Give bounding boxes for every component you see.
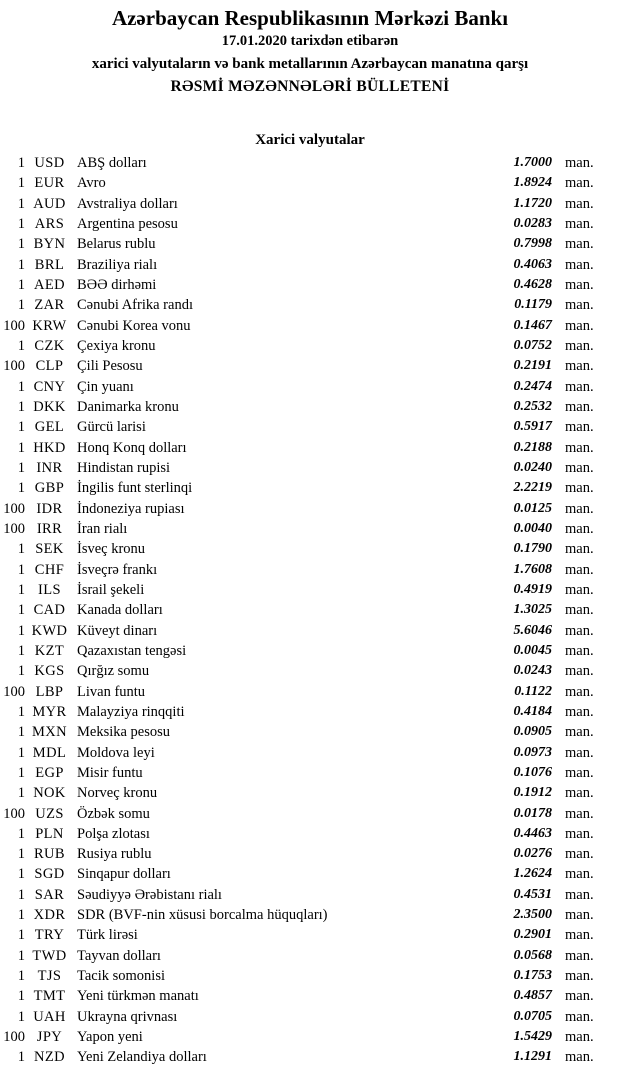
unit-label: man. [565, 825, 594, 842]
rate-row [0, 986, 620, 1006]
currency-code: NZD [33, 1049, 65, 1066]
currency-name: İran rialı [77, 520, 128, 537]
unit-label: man. [565, 480, 594, 497]
rate-row [0, 783, 620, 803]
unit-label: man. [565, 1029, 594, 1046]
nominal-value: 100 [3, 358, 25, 375]
rate-row [0, 885, 620, 905]
currency-name: Qazaxıstan tengəsi [77, 642, 187, 659]
rate-row [0, 743, 620, 763]
currency-name: Türk lirəsi [77, 927, 138, 944]
currency-name: Küveyt dinarı [77, 622, 158, 639]
currency-name: İsveçrə frankı [77, 561, 158, 578]
currency-code: AED [33, 276, 65, 293]
currency-code: NOK [33, 785, 66, 802]
nominal-value: 1 [17, 866, 25, 883]
unit-label: man. [565, 378, 594, 395]
currency-name: Yapon yeni [77, 1029, 143, 1046]
nominal-value: 1 [17, 825, 25, 842]
unit-label: man. [565, 1008, 594, 1025]
rate-value: 0.0973 [513, 744, 552, 760]
subject-line: xarici valyutaların və bank metallarının Azərbaycan manatına qarşı [91, 56, 529, 72]
rate-row [0, 377, 620, 397]
unit-label: man. [565, 602, 594, 619]
rate-value: 1.7000 [513, 155, 552, 170]
rate-value: 0.4184 [513, 703, 552, 719]
rate-row [0, 1007, 620, 1027]
currency-name: Tayvan dolları [77, 947, 161, 964]
rate-row [0, 844, 620, 864]
nominal-value: 1 [17, 480, 25, 497]
rate-value: 2.3500 [513, 907, 552, 923]
nominal-value: 100 [3, 683, 25, 700]
rate-value: 0.0752 [513, 337, 552, 353]
rate-value: 0.0125 [513, 500, 552, 516]
currency-name: ABŞ dolları [77, 155, 147, 171]
nominal-value: 1 [17, 968, 25, 985]
currency-name: Braziliya rialı [77, 256, 158, 273]
rate-row [0, 316, 620, 336]
rate-row [0, 356, 620, 376]
nominal-value: 100 [3, 1029, 25, 1046]
currency-name: Qırğız somu [77, 663, 150, 680]
unit-label: man. [565, 968, 594, 985]
currency-code: BRL [34, 256, 65, 273]
currency-code: CZK [34, 337, 65, 354]
currency-code: GEL [34, 419, 65, 436]
currency-code: ARS [34, 215, 65, 232]
currency-name: Livan funtu [77, 683, 146, 700]
unit-label: man. [565, 337, 594, 354]
rate-row [0, 336, 620, 356]
rate-row [0, 234, 620, 254]
currency-code: CLP [35, 358, 64, 375]
rate-row [0, 438, 620, 458]
currency-name: Polşa zlotası [77, 825, 150, 842]
unit-label: man. [565, 459, 594, 476]
rate-row [0, 824, 620, 844]
nominal-value: 1 [17, 602, 25, 619]
rate-value: 0.0705 [513, 1008, 552, 1024]
nominal-value: 1 [17, 947, 25, 964]
currency-name: Meksika pesosu [77, 724, 171, 741]
rate-row [0, 580, 620, 600]
nominal-value: 1 [17, 642, 25, 659]
nominal-value: 1 [17, 398, 25, 415]
rate-value: 0.1179 [514, 297, 552, 313]
unit-label: man. [565, 622, 594, 639]
rate-value: 0.2474 [513, 378, 552, 394]
unit-label: man. [565, 846, 594, 863]
nominal-value: 1 [17, 663, 25, 680]
rate-row [0, 560, 620, 580]
rate-value: 0.2901 [513, 927, 552, 943]
currency-code: EUR [34, 175, 65, 192]
currency-name: İsrail şekeli [77, 581, 145, 598]
nominal-value: 1 [17, 785, 25, 802]
rate-value: 0.4857 [513, 988, 552, 1004]
currency-name: Avro [77, 175, 106, 192]
nominal-value: 1 [17, 886, 25, 903]
unit-label: man. [565, 541, 594, 558]
currency-name: Çin yuanı [77, 378, 134, 395]
rate-row [0, 295, 620, 315]
currency-code: CNY [33, 378, 66, 395]
rate-value: 0.0240 [513, 459, 552, 475]
unit-label: man. [565, 764, 594, 781]
rate-value: 0.1122 [514, 683, 552, 699]
nominal-value: 1 [17, 175, 25, 192]
currency-name: Özbək somu [77, 805, 150, 822]
nominal-value: 1 [17, 276, 25, 293]
rate-row [0, 173, 620, 193]
rate-row [0, 925, 620, 945]
rate-row [0, 275, 620, 295]
rate-value: 0.1753 [513, 968, 552, 984]
nominal-value: 1 [17, 439, 25, 456]
currency-code: KZT [34, 642, 65, 659]
currency-code: AUD [33, 195, 66, 212]
currency-code: UAH [33, 1008, 66, 1025]
unit-label: man. [565, 642, 594, 659]
rate-row [0, 153, 620, 173]
nominal-value: 1 [17, 1049, 25, 1066]
currency-code: SEK [35, 541, 64, 558]
currency-name: Sinqapur dolları [77, 866, 171, 883]
nominal-value: 1 [17, 459, 25, 476]
rate-row [0, 905, 620, 925]
currency-name: Argentina pesosu [77, 215, 178, 232]
currency-name: Rusiya rublu [77, 846, 152, 863]
rate-value: 0.0283 [513, 215, 552, 231]
rate-value: 0.7998 [513, 236, 552, 252]
rate-value: 0.1467 [513, 317, 552, 333]
nominal-value: 1 [17, 744, 25, 761]
currency-code: GBP [34, 480, 65, 497]
currency-name: SDR (BVF-nin xüsusi borcalma hüquqları) [77, 907, 328, 924]
currency-name: Ukrayna qrivnası [77, 1008, 178, 1025]
nominal-value: 1 [17, 256, 25, 273]
rate-row [0, 397, 620, 417]
unit-label: man. [565, 276, 594, 293]
currency-code: IDR [36, 500, 63, 517]
rate-value: 1.3025 [513, 602, 552, 618]
rate-value: 0.0243 [513, 663, 552, 679]
unit-label: man. [565, 500, 594, 517]
unit-label: man. [565, 1049, 594, 1066]
rate-row [0, 194, 620, 214]
rate-value: 0.0045 [513, 642, 552, 658]
currency-name: Belarus rublu [77, 236, 156, 253]
nominal-value: 1 [17, 297, 25, 314]
rate-row [0, 864, 620, 884]
currency-code: SGD [34, 866, 65, 883]
currency-name: BƏƏ dirhəmi [77, 276, 157, 293]
unit-label: man. [565, 317, 594, 334]
currency-code: TJS [37, 968, 62, 985]
nominal-value: 1 [17, 541, 25, 558]
currency-code: LBP [35, 683, 64, 700]
nominal-value: 1 [17, 927, 25, 944]
currency-code: DKK [33, 398, 66, 415]
nominal-value: 100 [3, 317, 25, 334]
rate-row [0, 722, 620, 742]
rates-table [0, 153, 620, 1068]
nominal-value: 1 [17, 561, 25, 578]
unit-label: man. [565, 581, 594, 598]
unit-label: man. [565, 866, 594, 883]
unit-label: man. [565, 195, 594, 212]
currency-name: Hindistan rupisi [77, 459, 171, 476]
rate-row [0, 966, 620, 986]
currency-code: RUB [33, 846, 65, 863]
currency-name: Yeni Zelandiya dolları [77, 1049, 207, 1066]
currency-code: MYR [32, 703, 67, 720]
currency-name: Malayziya rinqqiti [77, 703, 185, 720]
unit-label: man. [565, 744, 594, 761]
nominal-value: 1 [17, 703, 25, 720]
unit-label: man. [565, 663, 594, 680]
rate-value: 1.5429 [513, 1029, 552, 1045]
bulletin-title: RƏSMİ MƏZƏNNƏLƏRİ BÜLLETENİ [170, 78, 450, 95]
currency-code: ILS [38, 581, 61, 598]
rate-row [0, 519, 620, 539]
unit-label: man. [565, 155, 594, 171]
nominal-value: 1 [17, 846, 25, 863]
currency-name: Moldova leyi [77, 744, 155, 761]
rate-value: 0.4628 [513, 276, 552, 292]
rate-row [0, 661, 620, 681]
unit-label: man. [565, 927, 594, 944]
currency-code: MXN [31, 724, 68, 741]
rate-value: 2.2219 [513, 480, 552, 496]
currency-name: Çexiya kronu [77, 337, 156, 354]
unit-label: man. [565, 256, 594, 273]
rate-value: 0.4531 [513, 886, 552, 902]
nominal-value: 1 [17, 581, 25, 598]
rate-row [0, 478, 620, 498]
currency-name: Kanada dolları [77, 602, 163, 619]
unit-label: man. [565, 297, 594, 314]
currency-name: İngilis funt sterlinqi [77, 480, 193, 497]
effective-date-line: 17.01.2020 tarixdən etibarən [221, 33, 399, 49]
currency-code: TRY [34, 927, 65, 944]
unit-label: man. [565, 175, 594, 192]
rate-row [0, 763, 620, 783]
nominal-value: 1 [17, 1008, 25, 1025]
currency-name: İndoneziya rupiası [77, 500, 185, 517]
currency-code: TWD [32, 947, 67, 964]
currency-code: IRR [36, 520, 63, 537]
currency-code: CAD [33, 602, 66, 619]
rate-row [0, 621, 620, 641]
currency-code: CHF [34, 561, 65, 578]
unit-label: man. [565, 907, 594, 924]
rate-value: 0.2191 [513, 358, 552, 374]
currency-name: Yeni türkmən manatı [77, 988, 199, 1005]
currency-name: Çili Pesosu [77, 358, 143, 375]
nominal-value: 100 [3, 805, 25, 822]
rate-value: 0.2532 [513, 398, 552, 414]
rate-value: 5.6046 [513, 622, 552, 638]
currency-code: JPY [36, 1029, 63, 1046]
rate-row [0, 214, 620, 234]
section-title-foreign-currencies: Xarici valyutalar [255, 132, 365, 148]
rate-value: 0.2188 [513, 439, 552, 455]
currency-code: SAR [34, 886, 65, 903]
rate-row [0, 600, 620, 620]
rate-row [0, 702, 620, 722]
unit-label: man. [565, 683, 594, 700]
unit-label: man. [565, 215, 594, 232]
rate-row [0, 804, 620, 824]
currency-code: USD [34, 155, 65, 171]
currency-name: Cənubi Afrika randı [77, 297, 193, 314]
nominal-value: 1 [17, 155, 25, 171]
currency-code: PLN [35, 825, 64, 842]
currency-name: Tacik somonisi [77, 968, 165, 985]
currency-code: UZS [35, 805, 64, 822]
nominal-value: 1 [17, 215, 25, 232]
currency-name: Misir funtu [77, 764, 143, 781]
unit-label: man. [565, 236, 594, 253]
currency-name: Avstraliya dolları [77, 195, 178, 212]
currency-code: XDR [33, 907, 66, 924]
unit-label: man. [565, 398, 594, 415]
bank-title: Azərbaycan Respublikasının Mərkəzi Bankı [111, 6, 509, 30]
nominal-value: 1 [17, 378, 25, 395]
currency-code: INR [36, 459, 63, 476]
currency-code: EGP [35, 764, 64, 781]
rate-row [0, 946, 620, 966]
bulletin-header [0, 0, 620, 98]
currency-code: MDL [32, 744, 67, 761]
nominal-value: 100 [3, 500, 25, 517]
currency-code: KGS [34, 663, 65, 680]
nominal-value: 1 [17, 419, 25, 436]
rate-row [0, 255, 620, 275]
currency-code: KWD [31, 622, 68, 639]
rate-value: 0.0178 [513, 805, 552, 821]
currency-code: TMT [33, 988, 66, 1005]
currency-code: ZAR [34, 297, 65, 314]
rate-row [0, 1047, 620, 1067]
currency-name: Gürcü larisi [77, 419, 146, 436]
unit-label: man. [565, 886, 594, 903]
nominal-value: 1 [17, 907, 25, 924]
rate-value: 1.1291 [513, 1049, 552, 1065]
rate-value: 0.1912 [513, 785, 552, 801]
currency-name: İsveç kronu [77, 541, 146, 558]
rate-value: 1.2624 [513, 866, 552, 882]
unit-label: man. [565, 947, 594, 964]
rate-row [0, 682, 620, 702]
nominal-value: 1 [17, 195, 25, 212]
currency-code: HKD [33, 439, 66, 456]
unit-label: man. [565, 988, 594, 1005]
currency-name: Səudiyyə Ərəbistanı rialı [77, 886, 222, 903]
nominal-value: 1 [17, 622, 25, 639]
currency-name: Honq Konq dolları [77, 439, 187, 456]
unit-label: man. [565, 419, 594, 436]
unit-label: man. [565, 724, 594, 741]
rate-row [0, 1027, 620, 1047]
rate-row [0, 539, 620, 559]
nominal-value: 100 [3, 520, 25, 537]
rate-value: 0.0276 [513, 846, 552, 862]
rate-value: 0.4063 [513, 256, 552, 272]
currency-name: Danimarka kronu [77, 398, 179, 415]
rate-value: 0.5917 [513, 419, 552, 435]
currency-name: Cənubi Korea vonu [77, 317, 191, 334]
nominal-value: 1 [17, 724, 25, 741]
rate-value: 0.0905 [513, 724, 552, 740]
rate-row [0, 641, 620, 661]
unit-label: man. [565, 805, 594, 822]
unit-label: man. [565, 785, 594, 802]
rate-value: 1.7608 [513, 561, 552, 577]
rate-value: 1.1720 [513, 195, 552, 211]
rate-value: 0.0568 [513, 947, 552, 963]
rate-value: 0.1076 [513, 764, 552, 780]
nominal-value: 1 [17, 988, 25, 1005]
unit-label: man. [565, 358, 594, 375]
rate-row [0, 499, 620, 519]
rate-row [0, 417, 620, 437]
nominal-value: 1 [17, 337, 25, 354]
rate-row [0, 458, 620, 478]
currency-code: BYN [33, 236, 66, 253]
currency-code: KRW [32, 317, 67, 334]
rate-value: 0.4463 [513, 825, 552, 841]
nominal-value: 1 [17, 764, 25, 781]
unit-label: man. [565, 703, 594, 720]
nominal-value: 1 [17, 236, 25, 253]
rate-value: 0.0040 [513, 520, 552, 536]
rate-value: 0.4919 [513, 581, 552, 597]
unit-label: man. [565, 439, 594, 456]
rate-value: 0.1790 [513, 541, 552, 557]
unit-label: man. [565, 520, 594, 537]
unit-label: man. [565, 561, 594, 578]
rate-value: 1.8924 [513, 175, 552, 191]
currency-name: Norveç kronu [77, 785, 158, 802]
